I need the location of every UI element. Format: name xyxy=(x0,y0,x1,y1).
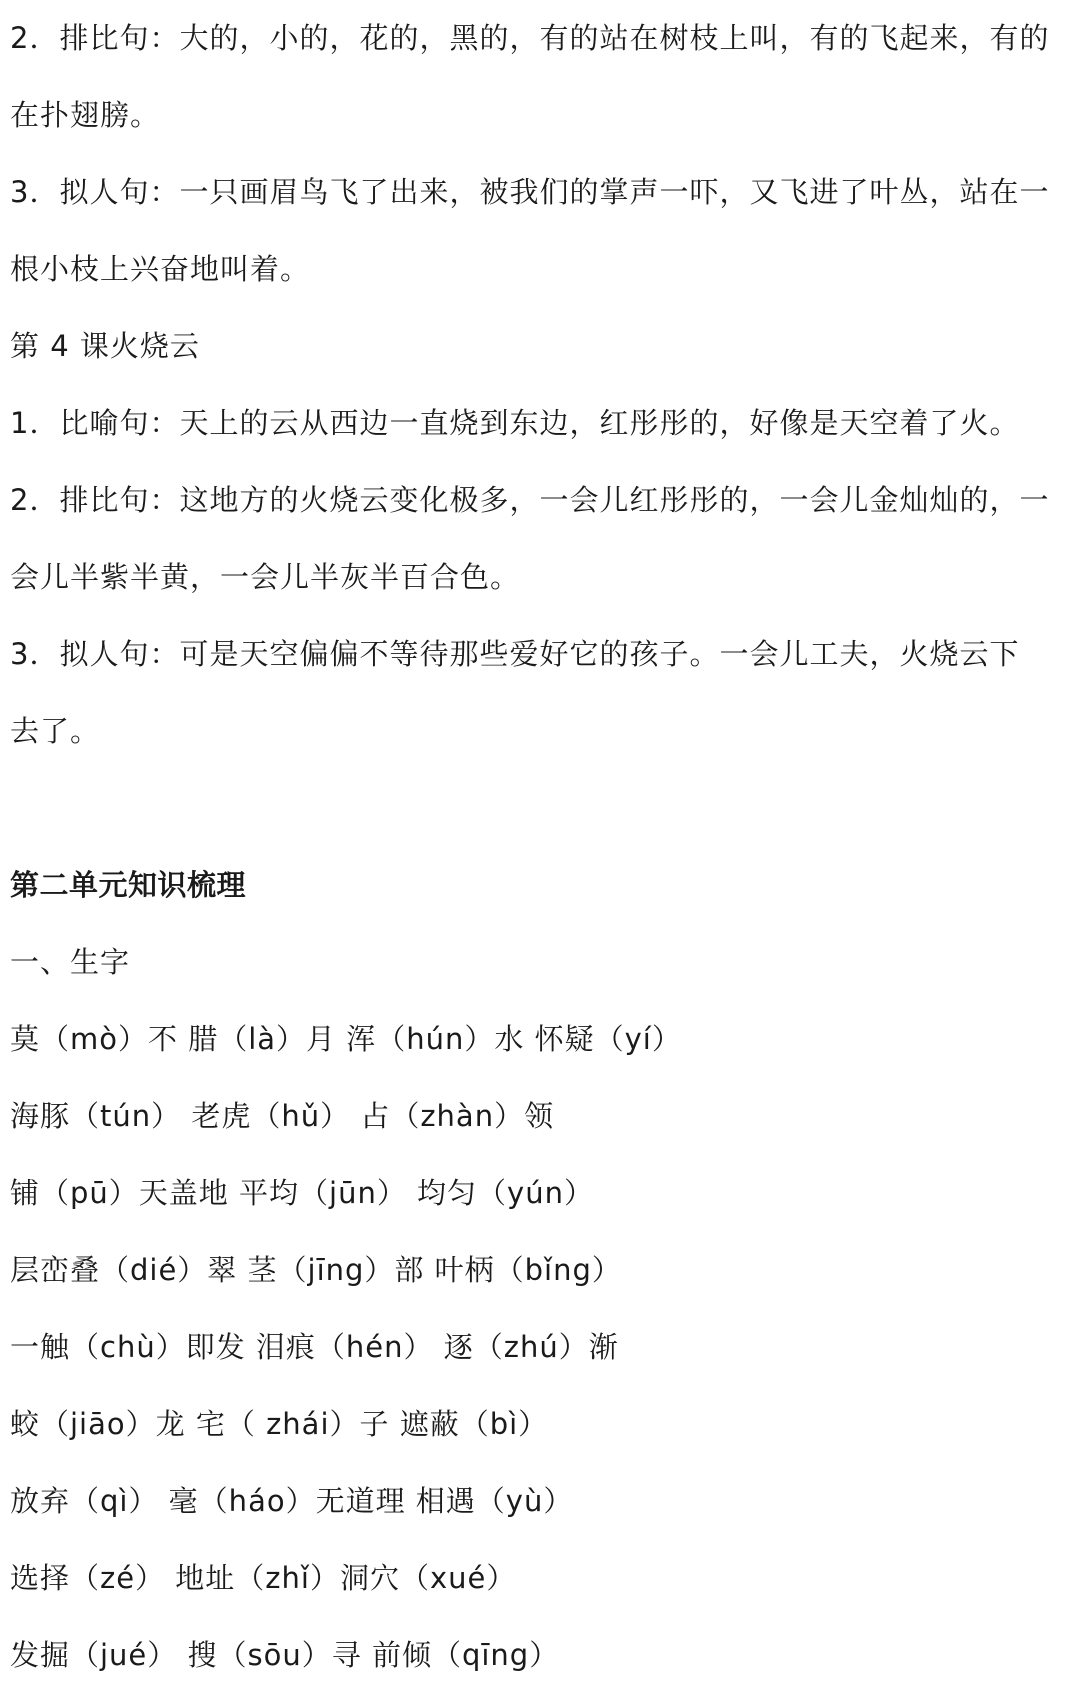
lesson4-line-4: 3．拟人句：可是天空偏偏不等待那些爱好它的孩子。一会儿工夫，火烧云下 xyxy=(10,637,1020,671)
document-page xyxy=(10,0,1070,1694)
character-line: 一触（chù）即发 泪痕（hén） 逐（zhú）渐 xyxy=(10,1330,619,1364)
lesson4-title: 第 4 课火烧云 xyxy=(10,329,200,363)
character-line: 海豚（tún） 老虎（hǔ） 占（zhàn）领 xyxy=(10,1099,555,1133)
character-line: 铺（pū）天盖地 平均（jūn） 均匀（yún） xyxy=(10,1176,594,1210)
lesson3-line-2: 在扑翅膀。 xyxy=(10,98,161,132)
character-line: 选择（zé） 地址（zhǐ）洞穴（xué） xyxy=(10,1561,517,1595)
section-gap xyxy=(10,770,1070,847)
lesson3-line-4: 根小枝上兴奋地叫着。 xyxy=(10,252,311,286)
unit2-subheading: 一、生字 xyxy=(10,945,131,979)
lesson3-line-1: 2．排比句：大的，小的，花的，黑的，有的站在树枝上叫，有的飞起来，有的 xyxy=(10,21,1050,55)
lesson4-line-2: 2．排比句：这地方的火烧云变化极多，一会儿红彤彤的，一会儿金灿灿的，一 xyxy=(10,483,1050,517)
character-line: 放弃（qì） 毫（háo）无道理 相遇（yù） xyxy=(10,1484,574,1518)
unit2-heading: 第二单元知识梳理 xyxy=(10,868,247,902)
character-line: 莫（mò）不 腊（là）月 浑（hún）水 怀疑（yí） xyxy=(10,1022,682,1056)
lesson4-line-1: 1．比喻句：天上的云从西边一直烧到东边，红彤彤的，好像是天空着了火。 xyxy=(10,406,1020,440)
lesson4-line-5: 去了。 xyxy=(10,714,101,748)
character-line: 蛟（jiāo）龙 宅（ zhái）子 遮蔽（bì） xyxy=(10,1407,549,1441)
character-line: 层峦叠（dié）翠 茎（jīng）部 叶柄（bǐng） xyxy=(10,1253,622,1287)
lesson4-line-3: 会儿半紫半黄，一会儿半灰半百合色。 xyxy=(10,560,521,594)
lesson3-line-3: 3．拟人句：一只画眉鸟飞了出来，被我们的掌声一吓，又飞进了叶丛，站在一 xyxy=(10,175,1050,209)
character-line: 发掘（jué） 搜（sōu）寻 前倾（qīng） xyxy=(10,1638,560,1672)
